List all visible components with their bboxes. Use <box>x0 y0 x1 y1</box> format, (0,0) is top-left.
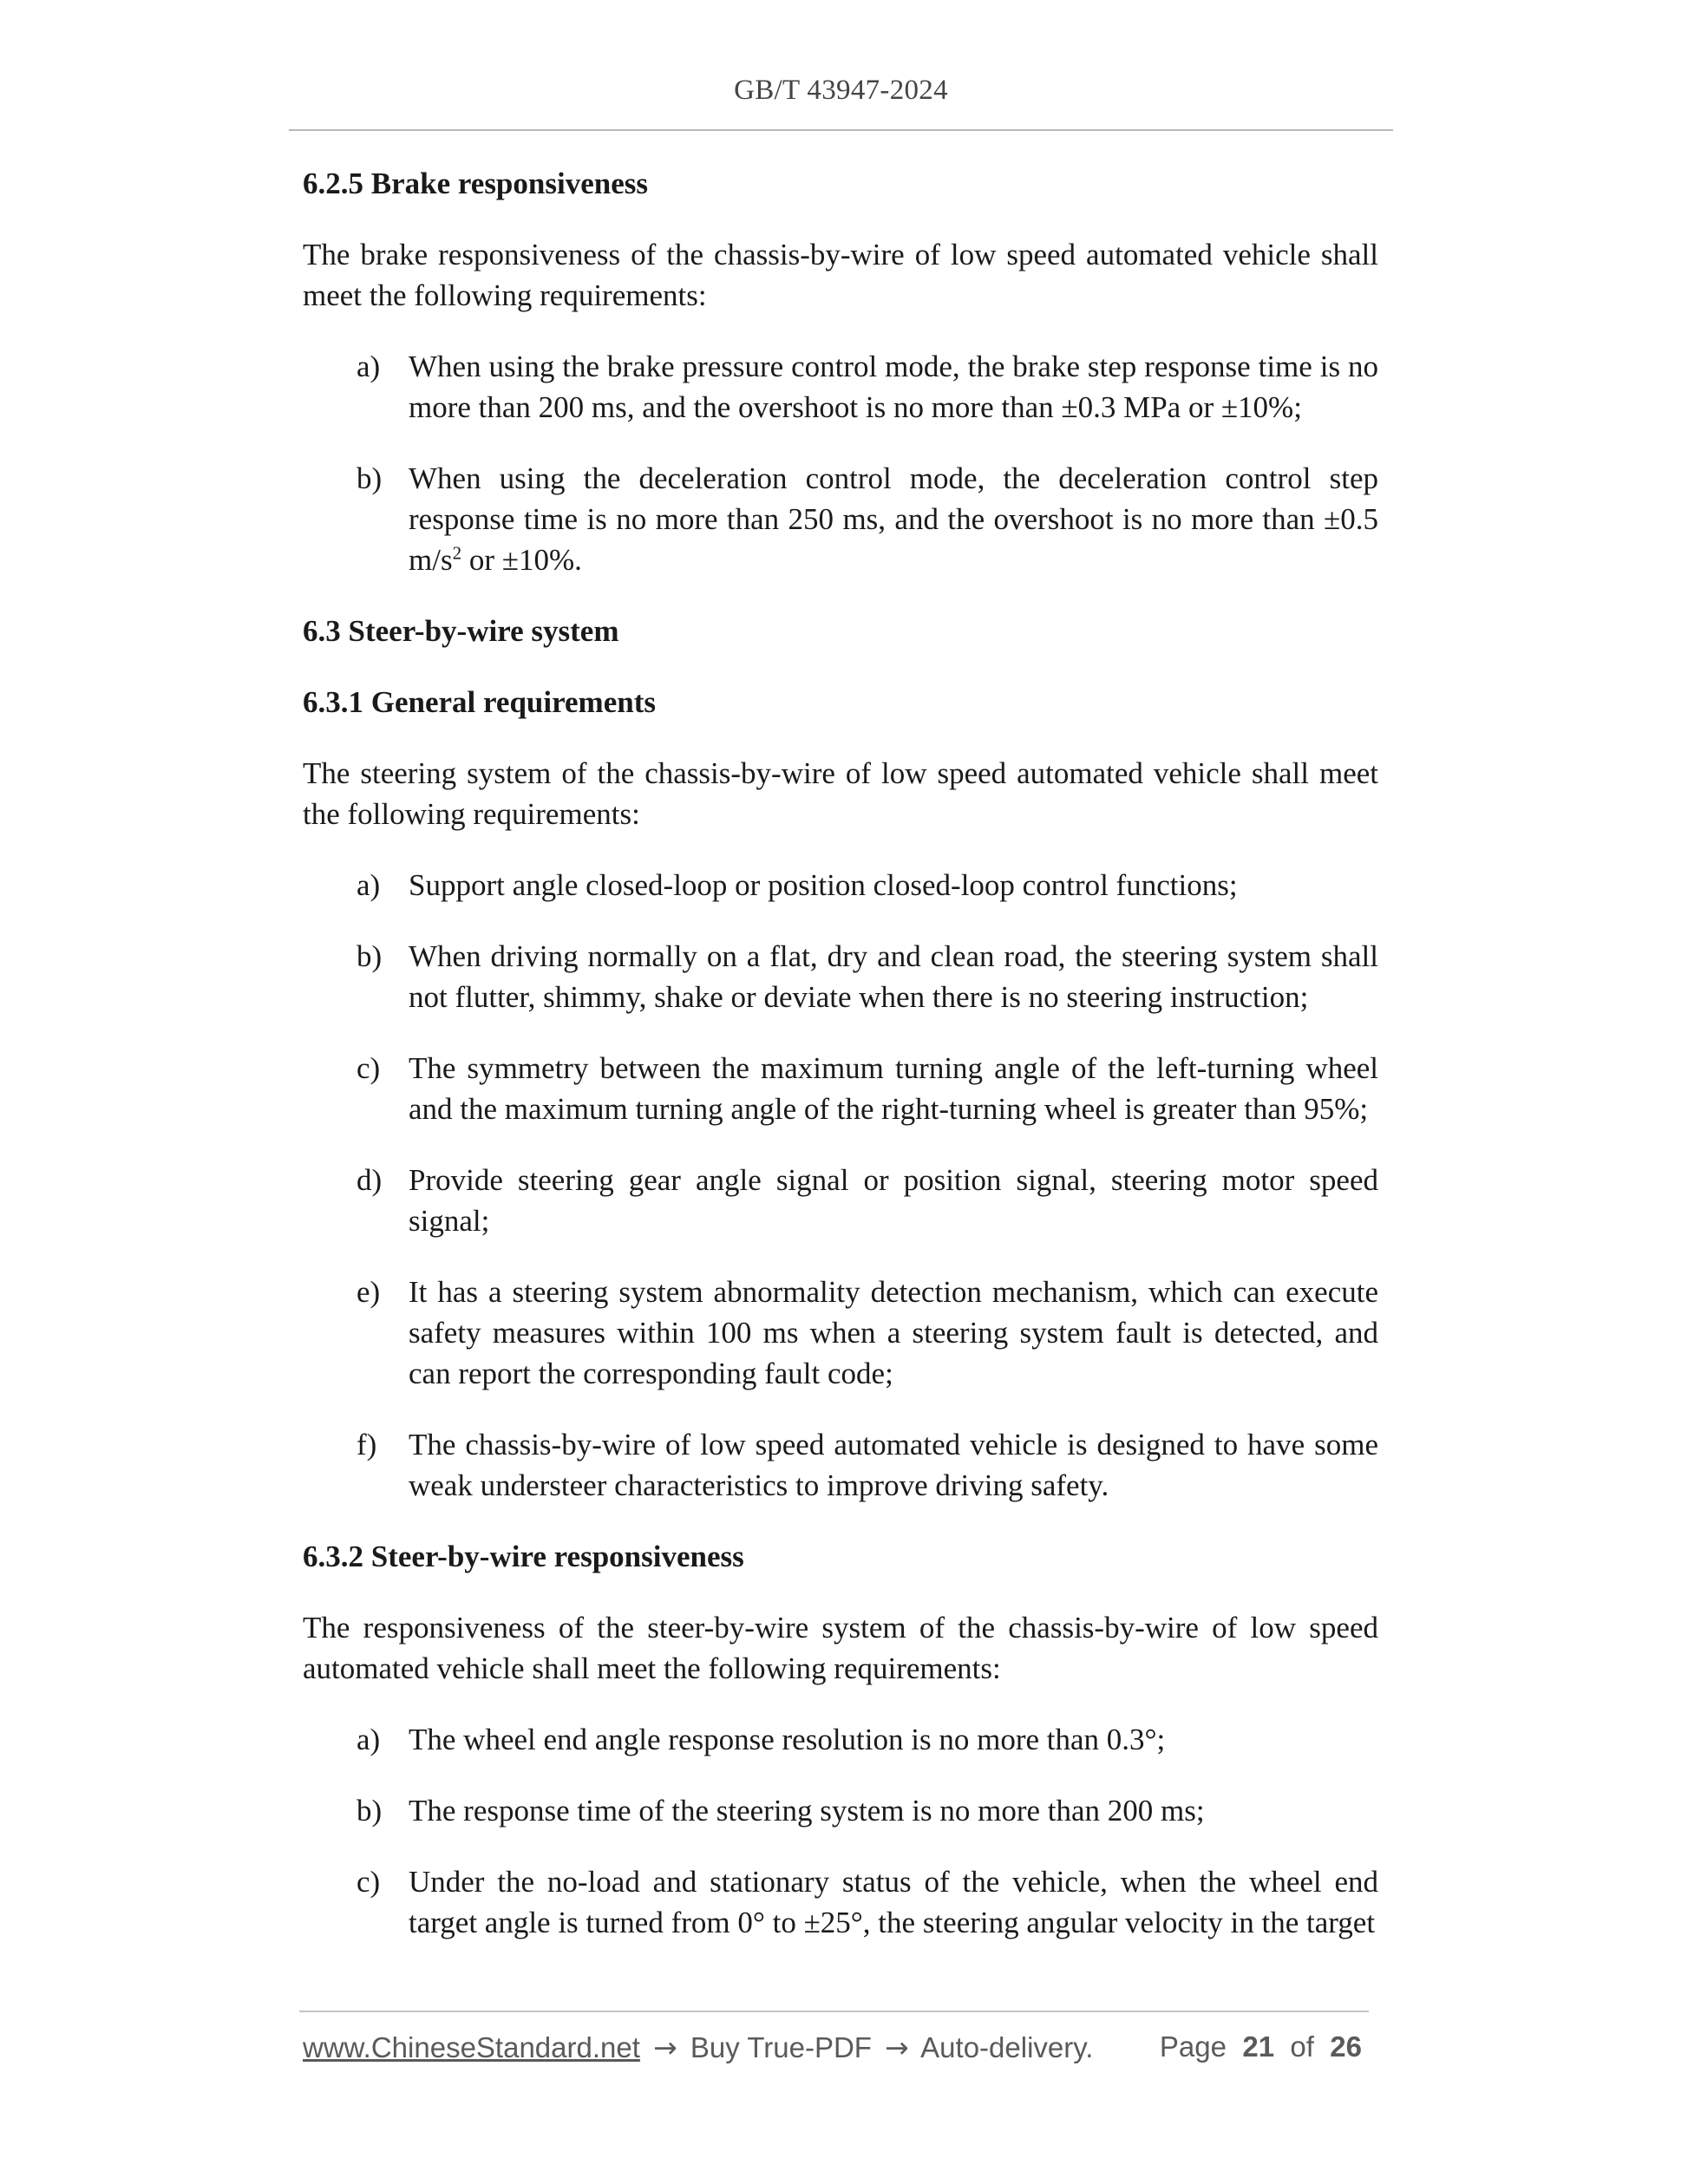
list-item-text: Provide steering gear angle signal or position signal, steering motor speed signal; <box>409 1163 1378 1238</box>
list-item <box>303 865 1378 906</box>
section-heading-6-3-1: 6.3.1 General requirements <box>303 685 656 719</box>
section-intro-6-3-1: The steering system of the chassis-by-wire of low speed automated vehicle shall meet the following requirements: <box>303 756 1378 831</box>
header-divider <box>289 129 1393 131</box>
requirements-list-6-3-1 <box>303 865 1378 1506</box>
list-item <box>303 1160 1378 1241</box>
list-item-text-tail: or ±10%. <box>461 543 582 577</box>
list-item <box>303 1048 1378 1129</box>
list-item-text: It has a steering system abnormality detection mechanism, which can execute safety measures within 100 ms when a steering system fault is detected, and can report the corresponding fault code; <box>409 1275 1378 1390</box>
list-item <box>303 936 1378 1017</box>
list-item <box>303 1861 1378 1943</box>
list-item <box>303 1719 1378 1760</box>
website-link[interactable]: www.ChineseStandard.net <box>303 2031 640 2063</box>
list-item-text: When driving normally on a flat, dry and clean road, the steering system shall not flutter, shimmy, shake or deviate when there is no steering instruction; <box>409 939 1378 1014</box>
superscript-exponent: 2 <box>452 542 462 564</box>
section-heading-6-3: 6.3 Steer-by-wire system <box>303 614 619 648</box>
list-item-text <box>409 458 1378 580</box>
list-marker: b) <box>357 461 383 495</box>
list-marker: c) <box>357 1051 381 1085</box>
section-intro-6-3-2: The responsiveness of the steer-by-wire system of the chassis-by-wire of low speed automated vehicle shall meet the following requirements: <box>303 1611 1378 1685</box>
document-body <box>303 163 1378 1973</box>
list-marker: b) <box>357 939 383 973</box>
list-item-text-main: When using the deceleration control mode, the deceleration control step response time is no more than 250 ms, and the overshoot is no more than ±0.5 m/s <box>409 461 1378 577</box>
list-item <box>303 346 1378 428</box>
list-marker: d) <box>357 1163 383 1197</box>
list-item-text: The symmetry between the maximum turning angle of the left-turning wheel and the maximum turning angle of the right-turning wheel is greater than 95%; <box>409 1051 1378 1126</box>
section-heading-6-3-2: 6.3.2 Steer-by-wire responsiveness <box>303 1540 744 1573</box>
page-current: 21 <box>1242 2030 1275 2063</box>
arrow-right-icon: → <box>653 2030 677 2064</box>
section-intro-6-2-5: The brake responsiveness of the chassis-by-wire of low speed automated vehicle shall meet the following requirements: <box>303 238 1378 312</box>
list-item-text: Under the no-load and stationary status of the vehicle, when the wheel end target angle is turned from 0° to ±25°, the steering angular velocity in the target <box>409 1865 1378 1939</box>
list-item <box>303 1272 1378 1394</box>
section-heading-6-2-5: 6.2.5 Brake responsiveness <box>303 167 648 200</box>
list-item-text: Support angle closed-loop or position closed-loop control functions; <box>409 868 1238 902</box>
list-marker: c) <box>357 1865 381 1899</box>
list-item-text: The wheel end angle response resolution is no more than 0.3°; <box>409 1723 1166 1756</box>
requirements-list-6-2-5 <box>303 346 1378 580</box>
list-item <box>303 1424 1378 1506</box>
requirements-list-6-3-2 <box>303 1719 1378 1943</box>
list-marker: a) <box>357 350 381 383</box>
list-marker: b) <box>357 1794 383 1828</box>
list-marker: e) <box>357 1275 381 1309</box>
list-item-text: The chassis-by-wire of low speed automated vehicle is designed to have some weak understeer characteristics to improve driving safety. <box>409 1428 1378 1502</box>
running-header: GB/T 43947-2024 <box>734 75 948 106</box>
buy-true-pdf-text: Buy True-PDF <box>690 2031 872 2063</box>
of-label: of <box>1290 2030 1314 2063</box>
list-item-text: The response time of the steering system is no more than 200 ms; <box>409 1794 1205 1828</box>
page-total: 26 <box>1330 2030 1362 2063</box>
list-marker: a) <box>357 1723 381 1756</box>
list-item <box>303 1790 1378 1831</box>
auto-delivery-text: Auto-delivery. <box>920 2031 1094 2063</box>
arrow-right-icon: → <box>885 2030 909 2064</box>
page-footer <box>303 2030 1369 2064</box>
list-item <box>303 458 1378 580</box>
list-marker: f) <box>357 1428 377 1461</box>
footer-promo <box>303 2030 1093 2064</box>
list-marker: a) <box>357 868 381 902</box>
page-label: Page <box>1159 2030 1227 2063</box>
footer-divider <box>299 2011 1369 2012</box>
list-item-text: When using the brake pressure control mode, the brake step response time is no more than 200 ms, and the overshoot is no more than ±0.3 MPa or ±10%; <box>409 350 1378 424</box>
page-indicator <box>1160 2030 1369 2064</box>
